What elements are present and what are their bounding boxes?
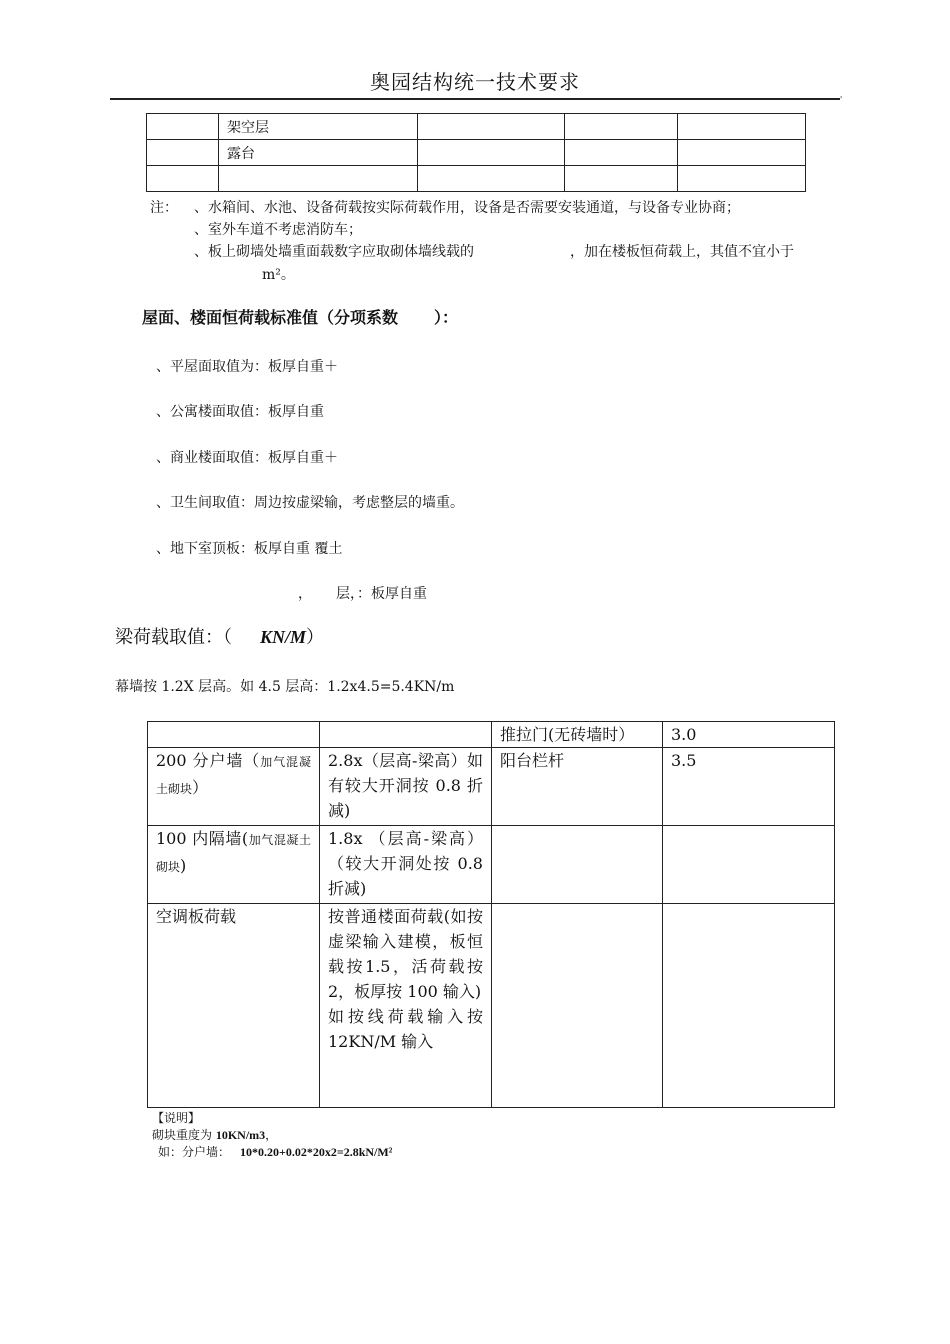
note-line-3a: 、板上砌墙处墙重面载数字应取砌体墙线载的 [194,244,474,260]
table-cell: 阳台栏杆 [492,748,663,826]
list-item: 、公寓楼面取值：板厚自重 [156,404,324,420]
explanation-formula: 10*0.20+0.02*20x2=2.8kN/M² [240,1145,393,1159]
table-cell [320,722,492,748]
cell-text: 200 分户墙（ [156,751,261,770]
table-cell: 1.8x （层高-梁高）（较大开洞处按 0.8 折减) [320,826,492,904]
note-line-3b: ，加在楼板恒荷载上，其值不宜小于 [570,244,794,260]
list-item: 、卫生间取值：周边按虚梁输，考虑整层的墙重。 [156,495,464,511]
table-cell [418,114,565,140]
table-cell: 露台 [219,140,418,166]
table-cell [148,826,320,904]
note-prefix: 注： [150,200,178,216]
curtain-wall-note: 幕墙按 1.2X 层高。如 4.5 层高：1.2x4.5=5.4KN/m [115,679,455,695]
table-cell [678,166,806,192]
table-cell: 架空层 [219,114,418,140]
table-cell [565,140,678,166]
cell-text: 100 内隔墙( [156,829,249,848]
beam-title-text: 梁荷载取值：（ [115,627,232,648]
header-rule [110,98,840,100]
explanation-text: ， [265,1128,278,1142]
table-cell [147,166,219,192]
explanation-text: 砌块重度为 [152,1128,216,1142]
table-cell [418,166,565,192]
note-line-1: 、水箱间、水池、设备荷载按实际荷载作用，设备是否需要安装通道，与设备专业协商； [194,200,740,216]
table-cell [148,722,320,748]
explanation-title: 【说明】 [152,1111,201,1125]
table-cell [663,904,835,1108]
page-header-title: 奥园结构统一技术要求 [370,70,580,94]
table-cell [663,826,835,904]
table-row [148,826,835,904]
table-cell [565,166,678,192]
cell-text: 按普通楼面荷载(如按虚梁输入建模，板恒载按1.5，活荷载按 2，板厚按 100 输入) [328,907,483,1001]
table-row [148,722,835,748]
table-cell [565,114,678,140]
table-cell: 推拉门(无砖墙时） [492,722,663,748]
table-row [147,166,806,192]
list-item: 、地下室顶板：板厚自重 覆土 [156,541,343,557]
beam-load-table [147,721,835,1108]
table-row [147,140,806,166]
table-cell: 2.8x（层高-梁高）如有较大开洞按 0.8 折减) [320,748,492,826]
cell-note: 加气混凝土砌块 [156,833,311,874]
table-row [148,748,835,826]
beam-title-close: ） [306,627,325,648]
table-cell [492,826,663,904]
explanation-value: 10KN/m3 [215,1128,266,1142]
load-table-top [146,113,806,192]
table-cell [492,904,663,1108]
section-heading-dead-load [142,305,458,328]
list-item: 层，：板厚自重 [336,586,427,602]
table-cell [147,140,219,166]
heading-close: ）： [434,308,459,327]
list-item: 、商业楼面取值：板厚自重＋ [156,450,338,466]
explanation-line-2 [158,1144,392,1160]
note-line-2: 、室外车道不考虑消防车； [194,222,362,238]
list-item: 、平屋面取值为：板厚自重＋ [156,359,338,375]
cell-text: ） [192,778,209,797]
note-line-4: m²。 [262,267,295,283]
table-cell: 空调板荷载 [148,904,320,1108]
table-row [147,114,806,140]
header-tick: ' [840,95,843,104]
table-cell [148,748,320,826]
beam-unit: KN/M [260,627,307,647]
table-cell: 3.5 [663,748,835,826]
cell-text: 如按线荷载输入按 12KN/M 输入 [328,1007,483,1051]
table-cell [147,114,219,140]
explanation-line-1 [152,1127,277,1143]
section-heading-beam-load [115,623,324,649]
table-cell [219,166,418,192]
cell-text: ) [180,856,187,875]
table-row [148,904,835,1108]
table-cell [678,114,806,140]
table-cell [320,904,492,1108]
heading-text: 屋面、楼面恒荷载标准值（分项系数 [142,308,399,327]
table-cell: 3.0 [663,722,835,748]
cell-note: 加气混凝土砌块 [156,755,311,796]
list-item-comma: ， [298,586,312,602]
table-cell [678,140,806,166]
explanation-text: 如：分户墙： [158,1145,231,1159]
table-cell [418,140,565,166]
